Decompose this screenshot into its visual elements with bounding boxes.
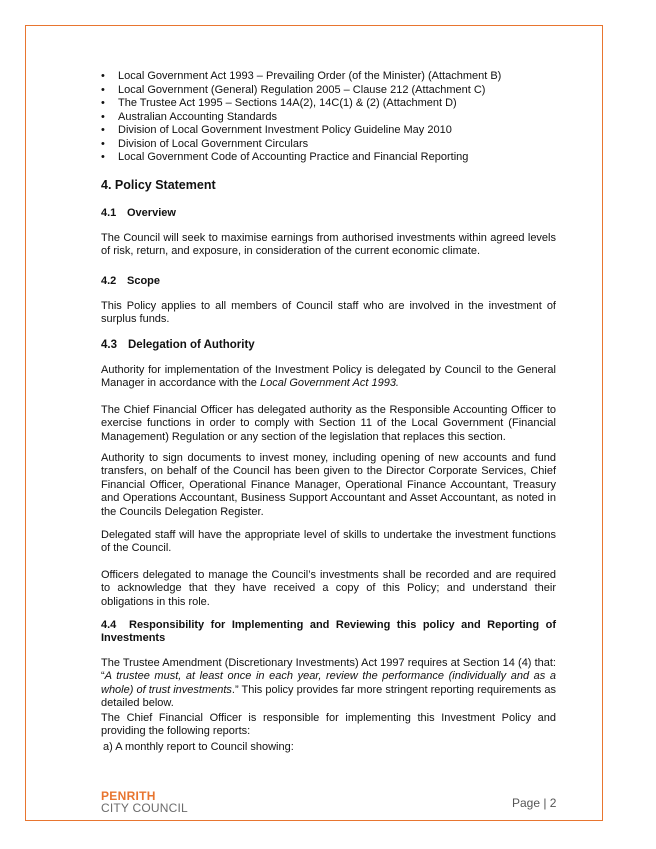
list-item: • Division of Local Government Circulars xyxy=(101,138,556,152)
delegation-paragraph-4: Delegated staff will have the appropriate level of skills to undertake the investment functions of the Council. xyxy=(101,529,556,555)
subsection-heading-scope: 4.2 Scope xyxy=(101,275,161,287)
list-item: • Australian Accounting Standards xyxy=(101,111,556,125)
delegation-paragraph-3: Authority to sign documents to invest money, including opening of new accounts and fund transfers, on behalf of the Council has been given to the Director Corporate Services, Chief Financial Officer, Operational Finance Manager, Operational Finance Accountant, Treasury and Operations Accountant, Business Support Accountant and Asset Accountant, as noted in the Councils Delegation Register. xyxy=(101,452,556,518)
penrith-logo xyxy=(101,790,188,814)
responsibility-paragraph-1: The Trustee Amendment (Discretionary Investments) Act 1997 requires at Section 14 (4) that: “A trustee must, at least once in each year, review the performance (individually and as a whole) of trust investments.” This policy provides far more stringent reporting requirements as detailed below. xyxy=(101,657,556,710)
section-heading-policy-statement: 4. Policy Statement xyxy=(101,178,216,192)
logo-line-2: CITY COUNCIL xyxy=(101,801,188,815)
responsibility-paragraph-2: The Chief Financial Officer is responsible for implementing this Investment Policy and providing the following reports: xyxy=(101,712,556,738)
delegation-paragraph-5: Officers delegated to manage the Council’s investments shall be recorded and are required to acknowledge that they have received a copy of this Policy; and understand their obligations in this role. xyxy=(101,569,556,608)
list-item: • Division of Local Government Investment Policy Guideline May 2010 xyxy=(101,124,556,138)
delegation-paragraph-2: The Chief Financial Officer has delegated authority as the Responsible Accounting Officer to exercise functions in order to comply with Section 11 of the Local Government (Financial Management) Regulation or any section of the legislation that replaces this section. xyxy=(101,404,556,443)
references-list xyxy=(101,70,556,165)
overview-paragraph: The Council will seek to maximise earnings from authorised investments within agreed levels of risk, return, and exposure, in consideration of the current economic climate. xyxy=(101,232,556,258)
report-item-a: a) A monthly report to Council showing: xyxy=(103,741,294,753)
list-item: • Local Government (General) Regulation 2005 – Clause 212 (Attachment C) xyxy=(101,84,556,98)
delegation-paragraph-1: Authority for implementation of the Investment Policy is delegated by Council to the General Manager in accordance with the Local Government Act 1993. xyxy=(101,364,556,390)
subsection-heading-delegation: 4.3 Delegation of Authority xyxy=(101,339,255,351)
list-item: • Local Government Code of Accounting Practice and Financial Reporting xyxy=(101,151,556,165)
subsection-heading-overview: 4.1 Overview xyxy=(101,207,176,219)
page-number: Page | 2 xyxy=(512,796,557,810)
list-item: • Local Government Act 1993 – Prevailing Order (of the Minister) (Attachment B) xyxy=(101,70,556,84)
logo-line-1: PENRITH xyxy=(101,789,156,803)
scope-paragraph: This Policy applies to all members of Council staff who are involved in the investment of surplus funds. xyxy=(101,300,556,326)
list-item: • The Trustee Act 1995 – Sections 14A(2), 14C(1) & (2) (Attachment D) xyxy=(101,97,556,111)
subsection-heading-responsibility: 4.4 Responsibility for Implementing and Reviewing this policy and Reporting of Investments xyxy=(101,619,556,645)
